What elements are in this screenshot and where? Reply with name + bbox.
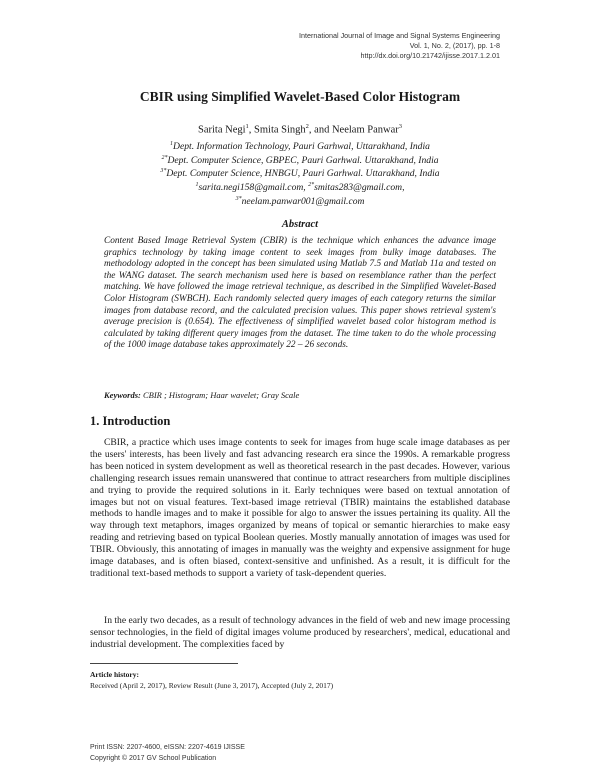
author-sup: 3 — [398, 123, 402, 130]
body-paragraph: In the early two decades, as a result of technology advances in the field of web and new image processing sensor technologies, in the field of digital images volume produced by researchers', medical, educational and industrial development. The complexities faced by — [90, 615, 510, 650]
email-link[interactable]: neelam.panwar001@gmail.com — [241, 195, 365, 207]
keywords-list: CBIR ; Histogram; Haar wavelet; Gray Scale — [142, 390, 300, 400]
journal-volume: Vol. 1, No. 2, (2017), pp. 1-8 — [409, 41, 500, 50]
footer-copyright: Copyright © 2017 GV School Publication — [90, 755, 217, 762]
footnote-divider — [90, 663, 238, 664]
abstract-text: Content Based Image Retrieval System (CBIR) is the technique which enhances the advance image graphics technology by taking image content to seek images from bulky image databases. The methodology adopted in the concept has been simulated using Matlab 7.5 and Matlab 11a and tested on the WANG dataset. The search mechanism used here is based on resemblance rather than the perfect matching. We have followed the image retrieval technique, as described in the Simplified Wavelet-Based Color Histogram (SWBCH). Each randomly selected query images of each category returns the similar images from database record, and the calculated precision values. This paper shows retrieval system's average precision is (0.654). The effectiveness of simplified wavelet based color histogram method is calculated by taking different query images from the dataset. The time taken to do the whole processing of the 1000 image database takes approximately 22 – 26 seconds. — [104, 236, 496, 351]
paper-title: CBIR using Simplified Wavelet-Based Color Histogram — [139, 89, 461, 104]
author-name: Neelam Panwar — [331, 124, 399, 136]
author-sup: 1 — [245, 123, 249, 130]
footnote-heading: Article history: — [90, 670, 139, 679]
author-sup: 2 — [305, 123, 309, 130]
section-heading: 1. Introduction — [90, 414, 171, 428]
email-link[interactable]: sarita.negi158@gmail.com, — [198, 182, 309, 194]
journal-name: International Journal of Image and Signal Systems Engineering — [299, 31, 500, 40]
body-paragraph: CBIR, a practice which uses image contents to seek for images from huge scale image databases as per the users' interests, has been lively and fast advancing research era since the 1990s. A remarkable progress has been noticed in system development as well as theoretical research in the past decades. However, various challenging research issues remain unanswered that continue to attract researchers from multiple disciplines and trying to provide the required solutions in it. Early techniques were based on textual annotation of images but not on visual features. Text-based image retrieval (TBIR) maintains the established database methods to handle images and to make it possible for algo to answer the issues pertaining its quality. All the way through text metaphors, images organized by means of topical or semantic hierarchies to make easy reading and retrieving based on typical Boolean queries. Mostly manually annotation of images was used for TBIR. Obviously, this annotating of images in manually was the weighty and expensive assignment for huge image databases, and is often biased, context-sensitive and unfinished. As a result, it is difficult for the traditional text-based methods to support a variety of task-dependent queries. — [90, 437, 510, 579]
affiliation-block — [90, 139, 510, 207]
keywords-label: Keywords: — [104, 390, 141, 400]
affiliation-line: $^{2*}$Dept. Computer Science, GBPEC, Pauri Garhwal. Uttarakhand, India — [161, 154, 439, 166]
email-line: $^1$sarita.negi158@gmail.com, $^{2*}$smitas283@gmail.com, — [195, 182, 405, 194]
email-line: $^{3*}$neelam.panwar001@gmail.com — [235, 195, 365, 207]
author-name: Smita Singh — [254, 124, 306, 136]
footnote-text: Received (April 2, 2017), Review Result (June 3, 2017), Accepted (July 2, 2017) — [90, 681, 334, 690]
keywords — [104, 390, 299, 400]
journal-doi-link[interactable]: http://dx.doi.org/10.21742/ijisse.2017.1.2.01 — [360, 51, 500, 60]
affiliation-line: $^{3*}$Dept. Computer Science, HNBGU, Pauri Garhwal. Uttarakhand, India — [160, 168, 440, 180]
journal-header — [299, 31, 500, 61]
email-link[interactable]: smitas283@gmail.com, — [314, 182, 405, 194]
footer-issn: Print ISSN: 2207-4600, eISSN: 2207-4619 IJISSE — [90, 744, 245, 751]
affiliation-line: $^1$Dept. Information Technology, Pauri Garhwal, Uttarakhand, India — [170, 141, 430, 153]
author-list: Sarita Negi$^1$, Smita Singh$^2$, and Neelam Panwar$^3$ — [198, 123, 402, 136]
abstract-heading: Abstract — [281, 219, 319, 230]
author-name: Sarita Negi — [198, 124, 246, 136]
